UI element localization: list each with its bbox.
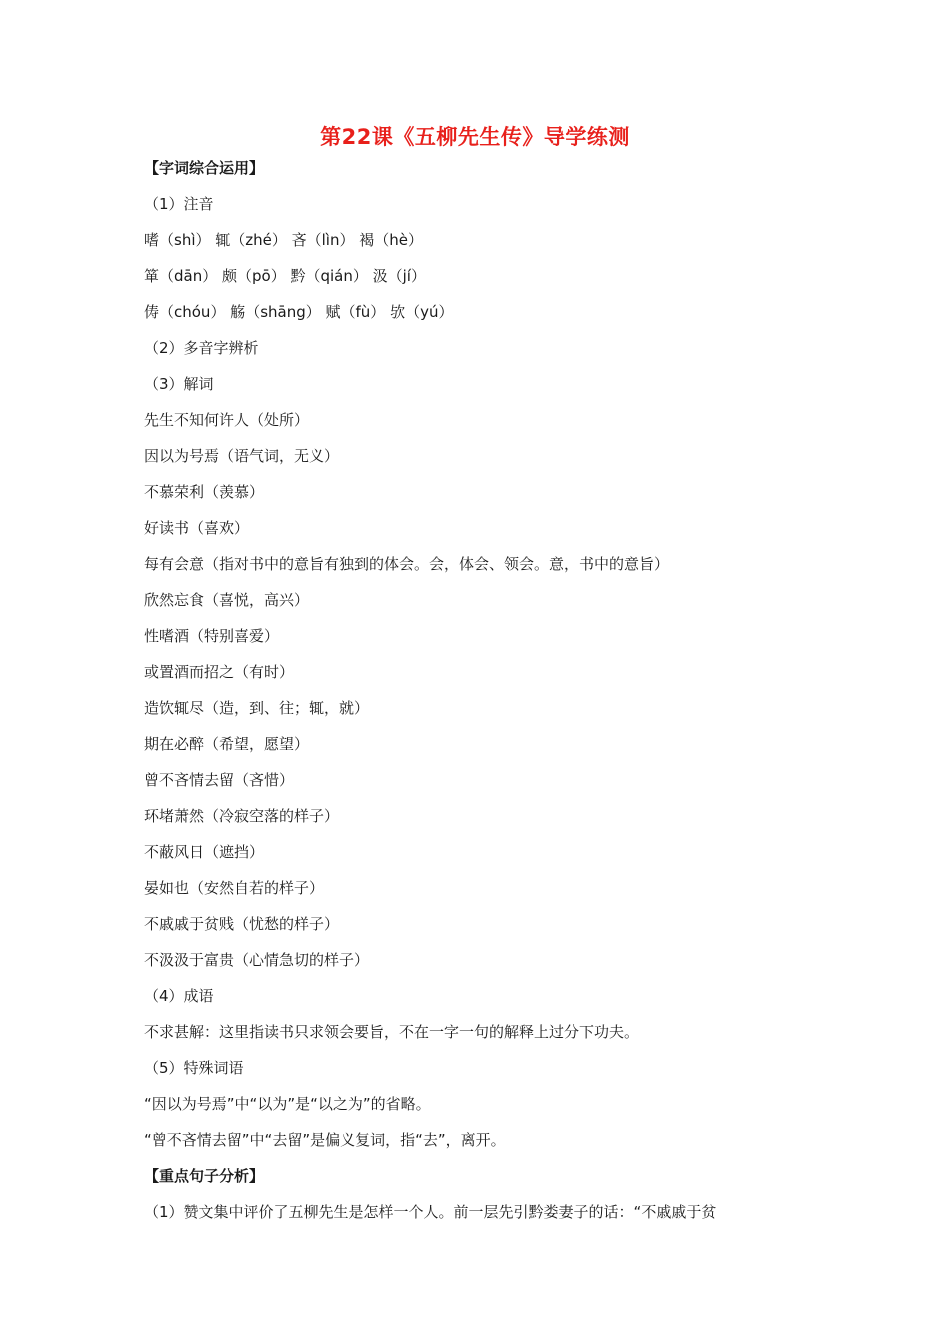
text-line: （1）赞文集中评价了五柳先生是怎样一个人。前一层先引黔娄妻子的话：“不戚戚于贫 [144,1203,717,1221]
text-line: （5）特殊词语 [144,1059,244,1077]
text-line: 不求甚解：这里指读书只求领会要旨，不在一字一句的解释上过分下功夫。 [144,1023,640,1041]
text-line: （1）注音 [144,195,214,213]
text-line: 箪（dān） 颇（pō） 黔（qián） 汲（jí） [144,267,426,285]
text-line: 或置酒而招之（有时） [144,663,295,681]
text-line: （3）解词 [144,375,214,393]
text-line: “因以为号焉”中“以为”是“以之为”的省略。 [144,1095,431,1113]
text-line: 每有会意（指对书中的意旨有独到的体会。会，体会、领会。意，书中的意旨） [144,555,670,573]
text-line: 不戚戚于贫贱（忧愁的样子） [144,915,340,933]
text-line: 晏如也（安然自若的样子） [144,879,325,897]
section-heading: 【字词综合运用】 [144,159,265,177]
text-line: 欣然忘食（喜悦，高兴） [144,591,310,609]
document-body [144,150,824,1230]
text-line: 不慕荣利（羡慕） [144,483,265,501]
text-line: （4）成语 [144,987,214,1005]
text-line: 好读书（喜欢） [144,519,250,537]
text-line: 环堵萧然（冷寂空落的样子） [144,807,340,825]
text-line: 曾不吝情去留（吝惜） [144,771,295,789]
text-line: 造饮辄尽（造，到、往；辄，就） [144,699,370,717]
text-line: 不蔽风日（遮挡） [144,843,265,861]
text-line: 不汲汲于富贵（心情急切的样子） [144,951,370,969]
page-title: 第22课《五柳先生传》导学练测 [320,125,630,149]
text-line: 期在必醉（希望，愿望） [144,735,310,753]
text-line: （2）多音字辨析 [144,339,259,357]
text-line: 因以为号焉（语气词，无义） [144,447,340,465]
text-line: 嗜（shì） 辄（zhé） 吝（lìn） 褐（hè） [144,231,423,249]
text-line: “曾不吝情去留”中“去留”是偏义复词，指“去”，离开。 [144,1131,506,1149]
section-heading: 【重点句子分析】 [144,1167,265,1185]
text-line: 俦（chóu） 觞（shāng） 赋（fù） 欤（yú） [144,303,454,321]
text-line: 先生不知何许人（处所） [144,411,310,429]
text-line: 性嗜酒（特别喜爱） [144,627,280,645]
